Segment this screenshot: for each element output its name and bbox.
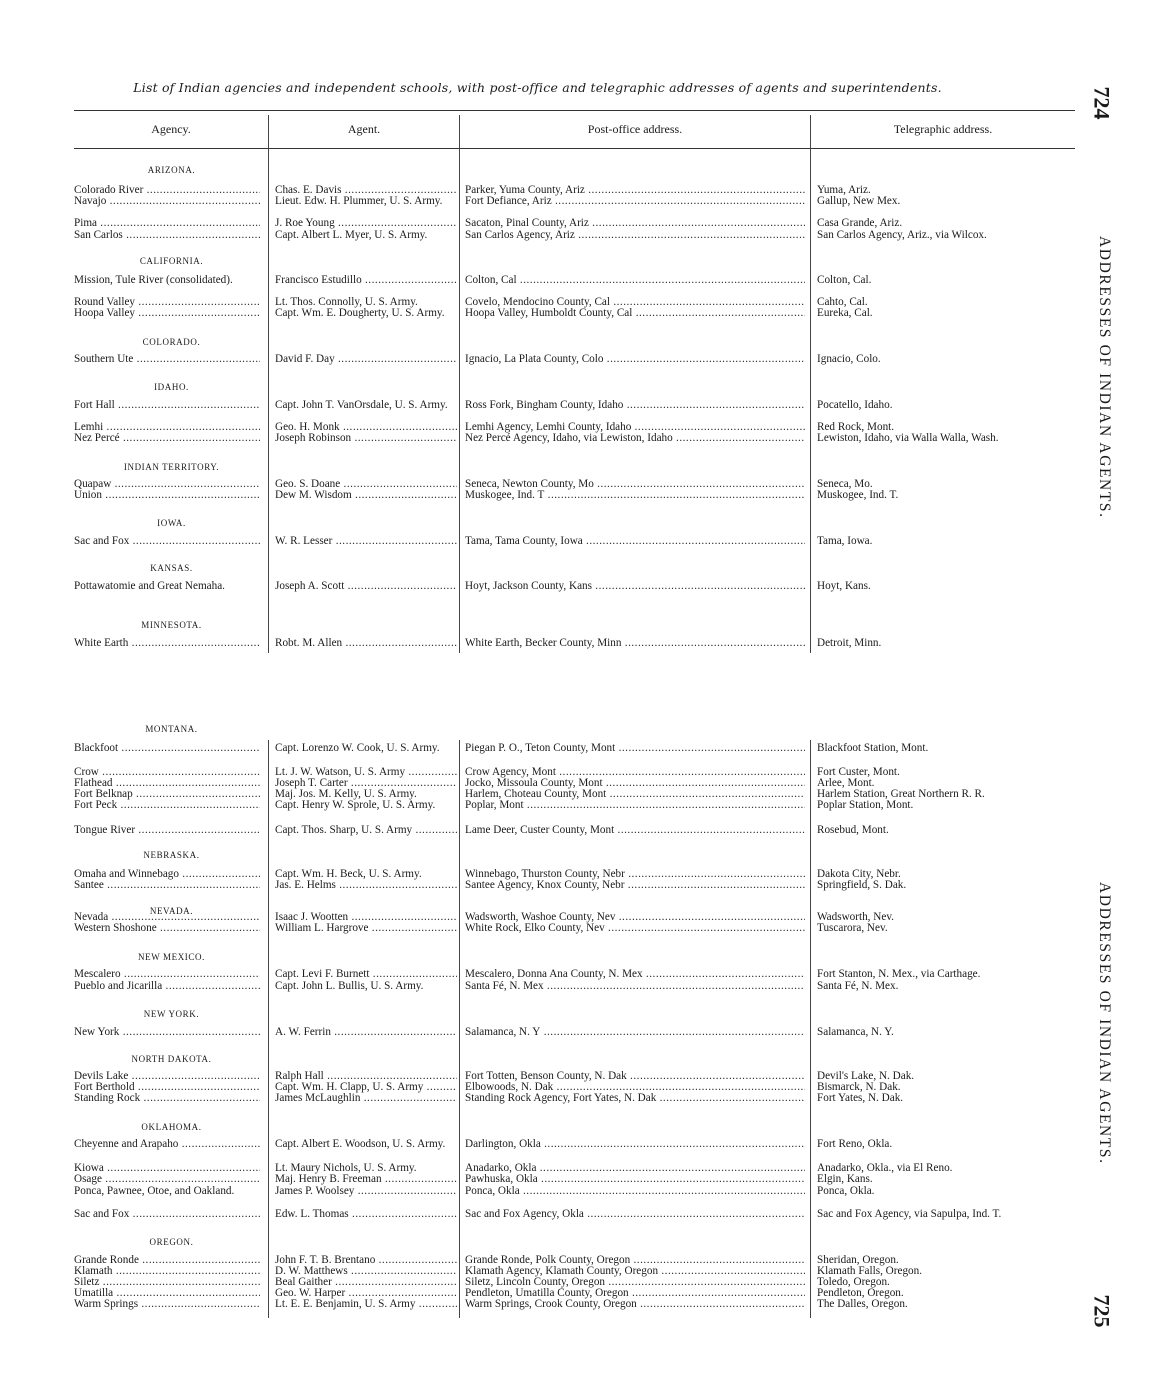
state-heading: INDIAN TERRITORY.: [123, 462, 220, 472]
agent-cell: Capt. Wm. E. Dougherty, U. S. Army.: [275, 308, 445, 319]
agency-cell: Osage .....: [74, 1174, 260, 1185]
agency-cell: White Earth .....: [74, 638, 260, 649]
agent-cell: Lt. Thos. Connolly, U. S. Army.: [275, 297, 418, 308]
agency-cell: Fort Peck .....: [74, 800, 260, 811]
agent-cell: Geo. H. Monk .....: [275, 422, 457, 433]
post-office-cell: Anadarko, Okla .....: [465, 1163, 805, 1174]
column-divider-3: [810, 115, 811, 653]
post-office-cell: Standing Rock Agency, Fort Yates, N. Dak .....: [465, 1093, 805, 1104]
post-office-cell: Covelo, Mendocino County, Cal .....: [465, 297, 805, 308]
telegraph-cell: Rosebud, Mont.: [817, 825, 889, 836]
post-office-cell: Lemhi Agency, Lemhi County, Idaho .....: [465, 422, 805, 433]
side-title-lower: ADDRESSES OF INDIAN AGENTS.: [1096, 882, 1113, 1165]
agent-cell: Dew M. Wisdom .....: [275, 490, 457, 501]
state-heading: COLORADO.: [142, 337, 201, 347]
telegraph-cell: Colton, Cal.: [817, 275, 872, 286]
post-office-cell: White Earth, Becker County, Minn .....: [465, 638, 805, 649]
agency-cell: Grande Ronde .....: [74, 1255, 260, 1266]
post-office-cell: Wadsworth, Washoe County, Nev .....: [465, 912, 805, 923]
post-office-cell: Poplar, Mont .....: [465, 800, 805, 811]
agent-cell: Jas. E. Helms .....: [275, 880, 457, 891]
post-office-cell: Pawhuska, Okla .....: [465, 1174, 805, 1185]
agent-cell: Capt. Albert E. Woodson, U. S. Army.: [275, 1139, 446, 1150]
agent-cell: Isaac J. Wootten .....: [275, 912, 457, 923]
page-number-bottom: 725: [1089, 1294, 1115, 1328]
agency-cell: Warm Springs .....: [74, 1299, 260, 1310]
agent-cell: D. W. Matthews .....: [275, 1266, 457, 1277]
telegraph-cell: Devil's Lake, N. Dak.: [817, 1071, 915, 1082]
post-office-cell: Warm Springs, Crook County, Oregon .....: [465, 1299, 805, 1310]
post-office-cell: Santa Fé, N. Mex .....: [465, 981, 805, 992]
agency-cell: Colorado River .....: [74, 185, 260, 196]
header-agency: Agency.: [151, 122, 191, 136]
post-office-cell: Seneca, Newton County, Mo .....: [465, 479, 805, 490]
state-heading: KANSAS.: [150, 563, 193, 573]
agent-cell: Lieut. Edw. H. Plummer, U. S. Army.: [275, 196, 443, 207]
post-office-cell: Crow Agency, Mont .....: [465, 767, 805, 778]
telegraph-cell: Fort Yates, N. Dak.: [817, 1093, 904, 1104]
agency-cell: Sac and Fox .....: [74, 536, 260, 547]
agent-cell: Capt. Wm. H. Beck, U. S. Army.: [275, 869, 422, 880]
post-office-cell: Winnebago, Thurston County, Nebr .....: [465, 869, 805, 880]
header-telegraph: Telegraphic address.: [893, 122, 993, 136]
post-office-cell: Nez Percé Agency, Idaho, via Lewiston, Idaho .....: [465, 433, 805, 444]
agency-cell: New York .....: [74, 1027, 260, 1038]
post-office-cell: Pendleton, Umatilla County, Oregon .....: [465, 1288, 805, 1299]
state-heading: OKLAHOMA.: [141, 1122, 202, 1132]
post-office-cell: Tama, Tama County, Iowa .....: [465, 536, 805, 547]
telegraph-cell: Blackfoot Station, Mont.: [817, 743, 929, 754]
header-agent: Agent.: [347, 122, 381, 136]
state-heading: OREGON.: [149, 1237, 194, 1247]
telegraph-cell: Ponca, Okla.: [817, 1186, 875, 1197]
agent-cell: Capt. Levi F. Burnett .....: [275, 969, 457, 980]
state-heading: MINNESOTA.: [141, 620, 202, 630]
telegraph-cell: Yuma, Ariz.: [817, 185, 871, 196]
telegraph-cell: Fort Custer, Mont.: [817, 767, 900, 778]
telegraph-cell: Muskogee, Ind. T.: [817, 490, 899, 501]
telegraph-cell: Seneca, Mo.: [817, 479, 873, 490]
telegraph-cell: San Carlos Agency, Ariz., via Wilcox.: [817, 230, 987, 241]
agency-cell: Quapaw .....: [74, 479, 260, 490]
agent-cell: Maj. Henry B. Freeman .....: [275, 1174, 457, 1185]
agent-cell: Chas. E. Davis .....: [275, 185, 457, 196]
agent-cell: James P. Woolsey .....: [275, 1186, 457, 1197]
agent-cell: Capt. John T. VanOrsdale, U. S. Army.: [275, 400, 448, 411]
post-office-cell: Elbowoods, N. Dak .....: [465, 1082, 805, 1093]
agent-cell: David F. Day .....: [275, 354, 457, 365]
post-office-cell: Ross Fork, Bingham County, Idaho .....: [465, 400, 805, 411]
post-office-cell: Piegan P. O., Teton County, Mont .....: [465, 743, 805, 754]
telegraph-cell: Pocatello, Idaho.: [817, 400, 893, 411]
agency-cell: Southern Ute .....: [74, 354, 260, 365]
state-heading: NORTH DAKOTA.: [131, 1054, 212, 1064]
post-office-cell: Jocko, Missoula County, Mont .....: [465, 778, 805, 789]
agent-cell: Robt. M. Allen .....: [275, 638, 457, 649]
telegraph-cell: Santa Fé, N. Mex.: [817, 981, 899, 992]
agency-cell: Round Valley .....: [74, 297, 260, 308]
telegraph-cell: Bismarck, N. Dak.: [817, 1082, 901, 1093]
post-office-cell: Siletz, Lincoln County, Oregon .....: [465, 1277, 805, 1288]
telegraph-cell: Wadsworth, Nev.: [817, 912, 894, 923]
agent-cell: James McLaughlin .....: [275, 1093, 457, 1104]
post-office-cell: Lame Deer, Custer County, Mont .....: [465, 825, 805, 836]
telegraph-cell: Elgin, Kans.: [817, 1174, 873, 1185]
state-heading: CALIFORNIA.: [139, 256, 204, 266]
agent-cell: Capt. Wm. H. Clapp, U. S. Army .....: [275, 1082, 457, 1093]
state-heading: MONTANA.: [145, 724, 198, 734]
agency-cell: Cheyenne and Arapaho .....: [74, 1139, 260, 1150]
state-heading: NEW YORK.: [143, 1009, 200, 1019]
agency-cell: Sac and Fox .....: [74, 1209, 260, 1220]
agent-cell: Geo. S. Doane .....: [275, 479, 457, 490]
telegraph-cell: Lewiston, Idaho, via Walla Walla, Wash.: [817, 433, 999, 444]
column-divider-2: [459, 115, 460, 653]
agency-cell: Klamath .....: [74, 1266, 260, 1277]
agency-cell: Crow .....: [74, 767, 260, 778]
agency-cell: Nevada .....: [74, 912, 260, 923]
telegraph-cell: Fort Stanton, N. Mex., via Carthage.: [817, 969, 981, 980]
column-divider-3-lower: [810, 740, 811, 1318]
telegraph-cell: Fort Reno, Okla.: [817, 1139, 893, 1150]
agency-cell: Kiowa .....: [74, 1163, 260, 1174]
agency-cell: Tongue River .....: [74, 825, 260, 836]
telegraph-cell: Pendleton, Oregon.: [817, 1288, 904, 1299]
page-number-top: 724: [1089, 86, 1115, 120]
column-divider-2-lower: [459, 740, 460, 1318]
post-office-cell: Hoopa Valley, Humboldt County, Cal .....: [465, 308, 805, 319]
header-post-office: Post-office address.: [587, 122, 683, 136]
agency-cell: Western Shoshone .....: [74, 923, 260, 934]
post-office-cell: Grande Ronde, Polk County, Oregon .....: [465, 1255, 805, 1266]
side-title-upper: ADDRESSES OF INDIAN AGENTS.: [1096, 236, 1113, 519]
post-office-cell: Colton, Cal .....: [465, 275, 805, 286]
telegraph-cell: Sheridan, Oregon.: [817, 1255, 899, 1266]
agency-cell: Fort Belknap .....: [74, 789, 260, 800]
state-heading: ARIZONA.: [147, 165, 196, 175]
post-office-cell: Sacaton, Pinal County, Ariz .....: [465, 218, 805, 229]
agent-cell: Francisco Estudillo .....: [275, 275, 457, 286]
agent-cell: Ralph Hall .....: [275, 1071, 457, 1082]
agency-cell: Lemhi .....: [74, 422, 260, 433]
agency-cell: Siletz .....: [74, 1277, 260, 1288]
telegraph-cell: Klamath Falls, Oregon.: [817, 1266, 923, 1277]
agency-cell: Pottawatomie and Great Nemaha.: [74, 581, 225, 592]
state-heading: IOWA.: [157, 518, 186, 528]
agent-cell: A. W. Ferrin .....: [275, 1027, 457, 1038]
telegraph-cell: Casa Grande, Ariz.: [817, 218, 903, 229]
telegraph-cell: Eureka, Cal.: [817, 308, 873, 319]
telegraph-cell: Arlee, Mont.: [817, 778, 875, 789]
agency-cell: Hoopa Valley .....: [74, 308, 260, 319]
agency-cell: Fort Hall .....: [74, 400, 260, 411]
agency-cell: Navajo .....: [74, 196, 260, 207]
agency-cell: Santee .....: [74, 880, 260, 891]
telegraph-cell: Tama, Iowa.: [817, 536, 873, 547]
post-office-cell: Harlem, Choteau County, Mont .....: [465, 789, 805, 800]
agent-cell: Maj. Jos. M. Kelly, U. S. Army.: [275, 789, 417, 800]
telegraph-cell: Poplar Station, Mont.: [817, 800, 914, 811]
header-rule-top: [74, 110, 1075, 111]
agent-cell: Capt. Thos. Sharp, U. S. Army .....: [275, 825, 457, 836]
agency-cell: Nez Percé .....: [74, 433, 260, 444]
agent-cell: Joseph Robinson .....: [275, 433, 457, 444]
agency-cell: Fort Berthold .....: [74, 1082, 260, 1093]
column-divider-1-lower: [268, 740, 269, 1318]
telegraph-cell: Red Rock, Mont.: [817, 422, 895, 433]
state-heading: IDAHO.: [154, 382, 189, 392]
agency-cell: Flathead .....: [74, 778, 260, 789]
post-office-cell: Sac and Fox Agency, Okla .....: [465, 1209, 805, 1220]
agency-cell: Umatilla .....: [74, 1288, 260, 1299]
post-office-cell: Ignacio, La Plata County, Colo .....: [465, 354, 805, 365]
agent-cell: Lt. Maury Nichols, U. S. Army.: [275, 1163, 417, 1174]
telegraph-cell: Gallup, New Mex.: [817, 196, 901, 207]
telegraph-cell: Tuscarora, Nev.: [817, 923, 888, 934]
post-office-cell: Fort Totten, Benson County, N. Dak .....: [465, 1071, 805, 1082]
state-heading: NEW MEXICO.: [138, 952, 205, 962]
agent-cell: Capt. Albert L. Myer, U. S. Army.: [275, 230, 428, 241]
telegraph-cell: Harlem Station, Great Northern R. R.: [817, 789, 985, 800]
post-office-cell: Parker, Yuma County, Ariz .....: [465, 185, 805, 196]
post-office-cell: Hoyt, Jackson County, Kans .....: [465, 581, 805, 592]
agency-cell: Mescalero .....: [74, 969, 260, 980]
agency-cell: Devils Lake .....: [74, 1071, 260, 1082]
state-heading: NEBRASKA.: [143, 850, 200, 860]
agency-cell: Union .....: [74, 490, 260, 501]
telegraph-cell: Anadarko, Okla., via El Reno.: [817, 1163, 953, 1174]
post-office-cell: Ponca, Okla .....: [465, 1186, 805, 1197]
agent-cell: Joseph T. Carter .....: [275, 778, 457, 789]
post-office-cell: Fort Defiance, Ariz .....: [465, 196, 805, 207]
post-office-cell: White Rock, Elko County, Nev .....: [465, 923, 805, 934]
agent-cell: Joseph A. Scott .....: [275, 581, 457, 592]
agency-cell: Blackfoot .....: [74, 743, 260, 754]
post-office-cell: Santee Agency, Knox County, Nebr .....: [465, 880, 805, 891]
agent-cell: Capt. Lorenzo W. Cook, U. S. Army.: [275, 743, 440, 754]
state-heading: NEVADA.: [149, 906, 194, 916]
telegraph-cell: Dakota City, Nebr.: [817, 869, 901, 880]
post-office-cell: Klamath Agency, Klamath County, Oregon .....: [465, 1266, 805, 1277]
agency-cell: Mission, Tule River (consolidated).: [74, 275, 233, 286]
post-office-cell: Darlington, Okla .....: [465, 1139, 805, 1150]
telegraph-cell: Springfield, S. Dak.: [817, 880, 907, 891]
agency-cell: Pueblo and Jicarilla .....: [74, 981, 260, 992]
agent-cell: Capt. Henry W. Sprole, U. S. Army.: [275, 800, 436, 811]
agent-cell: Lt. E. E. Benjamin, U. S. Army .....: [275, 1299, 457, 1310]
agency-cell: Pima .....: [74, 218, 260, 229]
telegraph-cell: Ignacio, Colo.: [817, 354, 881, 365]
agency-cell: San Carlos .....: [74, 230, 260, 241]
agency-cell: Omaha and Winnebago .....: [74, 869, 260, 880]
post-office-cell: Salamanca, N. Y .....: [465, 1027, 805, 1038]
agent-cell: Edw. L. Thomas .....: [275, 1209, 457, 1220]
telegraph-cell: Detroit, Minn.: [817, 638, 882, 649]
agent-cell: John F. T. B. Brentano .....: [275, 1255, 457, 1266]
agent-cell: William L. Hargrove .....: [275, 923, 457, 934]
telegraph-cell: Cahto, Cal.: [817, 297, 868, 308]
table-caption: List of Indian agencies and independent schools, with post-office and telegraphic addresses of agents and superintendents.: [133, 80, 942, 95]
post-office-cell: Muskogee, Ind. T .....: [465, 490, 805, 501]
telegraph-cell: Sac and Fox Agency, via Sapulpa, Ind. T.: [817, 1209, 1002, 1220]
agent-cell: J. Roe Young .....: [275, 218, 457, 229]
agent-cell: Beal Gaither .....: [275, 1277, 457, 1288]
post-office-cell: San Carlos Agency, Ariz .....: [465, 230, 805, 241]
post-office-cell: Mescalero, Donna Ana County, N. Mex .....: [465, 969, 805, 980]
agency-cell: Ponca, Pawnee, Otoe, and Oakland.: [74, 1186, 235, 1197]
telegraph-cell: Salamanca, N. Y.: [817, 1027, 894, 1038]
telegraph-cell: The Dalles, Oregon.: [817, 1299, 908, 1310]
agent-cell: Lt. J. W. Watson, U. S. Army .....: [275, 767, 457, 778]
agent-cell: Geo. W. Harper .....: [275, 1288, 457, 1299]
telegraph-cell: Hoyt, Kans.: [817, 581, 871, 592]
agent-cell: W. R. Lesser .....: [275, 536, 457, 547]
telegraph-cell: Toledo, Oregon.: [817, 1277, 890, 1288]
agency-cell: Standing Rock .....: [74, 1093, 260, 1104]
agent-cell: Capt. John L. Bullis, U. S. Army.: [275, 981, 424, 992]
header-rule-bottom: [74, 148, 1075, 149]
